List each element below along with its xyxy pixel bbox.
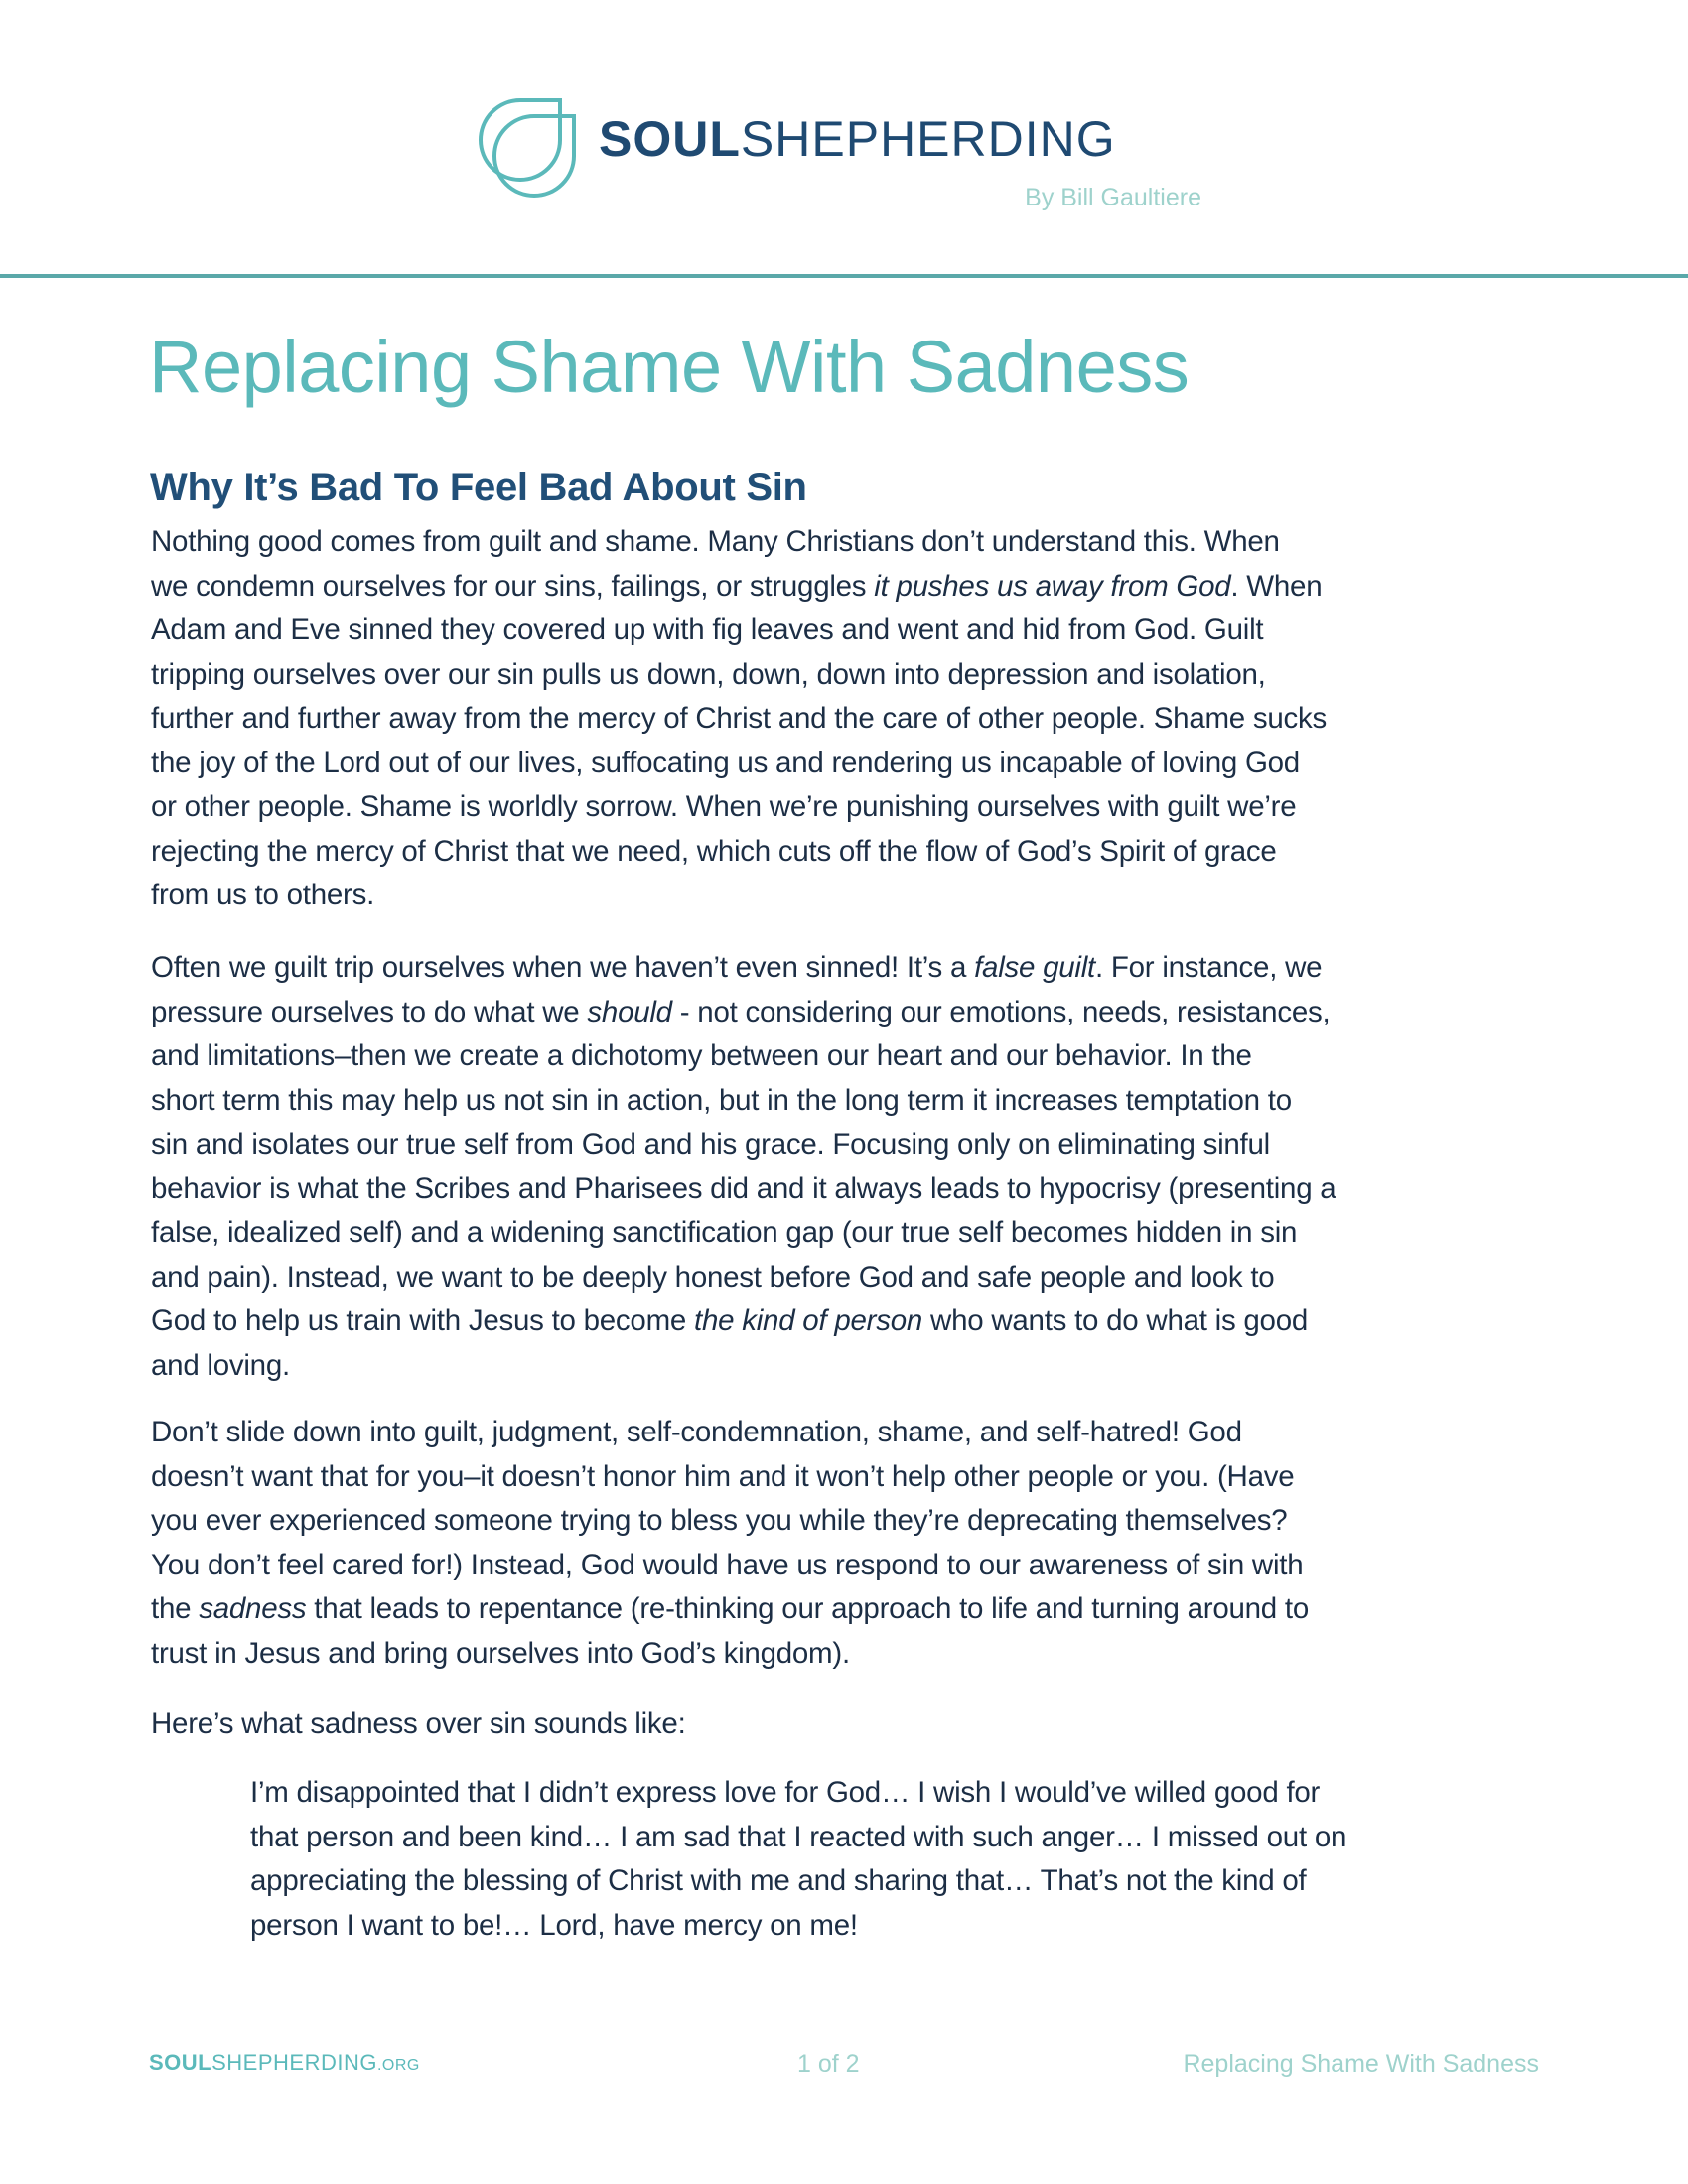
text-line	[151, 789, 1296, 825]
text-run: . For instance, we	[1094, 951, 1323, 984]
text-line	[151, 701, 1327, 737]
text-line	[250, 1775, 1320, 1811]
text-run: or other people. Shame is worldly sorrow. When we’re punishing ourselves with guilt we’re	[151, 790, 1297, 823]
text-run: . When	[1230, 569, 1323, 603]
text-run: who wants to do what is good	[922, 1304, 1309, 1337]
text-run: and limitations–then we create a dichotomy between our heart and our behavior. In the	[151, 1039, 1252, 1072]
section-heading: Why It’s Bad To Feel Bad About Sin	[150, 466, 807, 509]
text-line	[250, 1820, 1346, 1855]
text-line	[151, 1706, 686, 1742]
text-line	[151, 657, 1266, 693]
text-line	[151, 746, 1300, 781]
text-line	[151, 995, 1330, 1030]
text-run: You don’t feel cared for!) Instead, God would have us respond to our awareness of sin with	[151, 1548, 1304, 1581]
emphasis-text: it pushes us away from God	[874, 569, 1231, 603]
text-run: the joy of the Lord out of our lives, suffocating us and rendering us incapable of loving God	[151, 746, 1300, 779]
text-run: that leads to repentance (re-thinking our approach to life and turning around to	[306, 1592, 1310, 1625]
text-line	[151, 1636, 850, 1672]
text-line	[151, 569, 1322, 605]
text-run: we condemn ourselves for our sins, failings, or struggles	[151, 569, 875, 603]
text-line	[151, 1260, 1274, 1296]
text-run: - not considering our emotions, needs, resistances,	[671, 995, 1331, 1028]
footer-logo-bold: SOUL	[149, 2050, 212, 2075]
text-run: appreciating the blessing of Christ with me and sharing that… That’s not the kind of	[250, 1864, 1307, 1897]
logo-wordmark	[599, 111, 1214, 167]
text-run: that person and been kind… I am sad that I reacted with such anger… I missed out on	[250, 1820, 1347, 1853]
header-divider	[0, 274, 1688, 278]
text-line	[151, 1348, 290, 1384]
logo-wordmark-bold: SOUL	[599, 111, 741, 167]
text-run: sin and isolates our true self from God and his grace. Focusing only on eliminating sinful	[151, 1128, 1270, 1160]
text-line	[151, 878, 374, 913]
text-line	[250, 1908, 858, 1944]
text-line	[151, 1591, 1309, 1627]
byline: By Bill Gaultiere	[1025, 184, 1201, 211]
text-line	[151, 1038, 1252, 1074]
emphasis-text: sadness	[199, 1592, 307, 1625]
text-line	[151, 1459, 1294, 1495]
soul-shepherding-leaf-icon	[477, 96, 580, 200]
text-run: Often we guilt trip ourselves when we haven’t even sinned! It’s a	[151, 951, 975, 984]
footer-logo-light: SHEPHERDING	[211, 2050, 377, 2075]
text-line	[250, 1863, 1306, 1899]
text-line	[151, 1083, 1292, 1119]
text-run: person I want to be!… Lord, have mercy on me!	[250, 1908, 858, 1942]
text-line	[151, 524, 1280, 560]
text-run: doesn’t want that for you–it doesn’t honor him and it won’t help other people or you. (Have	[151, 1459, 1295, 1493]
text-line	[151, 1171, 1336, 1207]
footer-logo-tld: .ORG	[376, 2057, 420, 2074]
text-run: tripping ourselves over our sin pulls us down, down, down into depression and isolation,	[151, 657, 1266, 691]
text-line	[151, 1303, 1308, 1339]
text-run: false, idealized self) and a widening sanctification gap (our true self becomes hidden in sin	[151, 1216, 1298, 1249]
text-run: God to help us train with Jesus to become	[151, 1304, 695, 1337]
text-run: from us to others.	[151, 879, 375, 911]
text-line	[151, 1127, 1270, 1162]
text-line	[151, 1503, 1287, 1539]
footer-title: Replacing Shame With Sadness	[1183, 2050, 1539, 2078]
text-line	[151, 1415, 1242, 1450]
text-line	[151, 1548, 1303, 1583]
text-run: Adam and Eve sinned they covered up with fig leaves and went and hid from God. Guilt	[151, 614, 1264, 646]
text-line	[151, 1215, 1297, 1251]
text-run: the	[151, 1592, 200, 1625]
text-run: further and further away from the mercy of Christ and the care of other people. Shame sucks	[151, 702, 1328, 735]
text-run: trust in Jesus and bring ourselves into God’s kingdom).	[151, 1636, 850, 1670]
emphasis-text: false guilt	[974, 951, 1095, 984]
emphasis-text: the kind of person	[694, 1304, 923, 1337]
footer-logo[interactable]	[149, 2050, 420, 2079]
text-line	[151, 950, 1322, 986]
page-title: Replacing Shame With Sadness	[149, 326, 1190, 408]
text-line	[151, 834, 1277, 870]
text-run: behavior is what the Scribes and Pharisees did and it always leads to hypocrisy (presenting a	[151, 1171, 1336, 1205]
text-run: you ever experienced someone trying to bless you while they’re deprecating themselves?	[151, 1504, 1288, 1537]
text-run: and loving.	[151, 1348, 290, 1382]
text-run: I’m disappointed that I didn’t express love for God… I wish I would’ve willed good for	[250, 1776, 1321, 1809]
text-run: Here’s what sadness over sin sounds like:	[151, 1707, 686, 1740]
text-line	[151, 613, 1263, 648]
text-run: short term this may help us not sin in action, but in the long term it increases temptation to	[151, 1083, 1292, 1117]
text-run: Don’t slide down into guilt, judgment, self-condemnation, shame, and self-hatred! God	[151, 1416, 1242, 1448]
text-run: pressure ourselves to do what we	[151, 995, 588, 1028]
text-run: and pain). Instead, we want to be deeply honest before God and safe people and look to	[151, 1260, 1275, 1294]
text-run: Nothing good comes from guilt and shame. Many Christians don’t understand this. When	[151, 525, 1280, 558]
page-number: 1 of 2	[797, 2050, 860, 2078]
logo-wordmark-light: SHEPHERDING	[740, 111, 1116, 167]
text-run: rejecting the mercy of Christ that we need, which cuts off the flow of God’s Spirit of grace	[151, 834, 1277, 868]
emphasis-text: should	[587, 995, 672, 1028]
